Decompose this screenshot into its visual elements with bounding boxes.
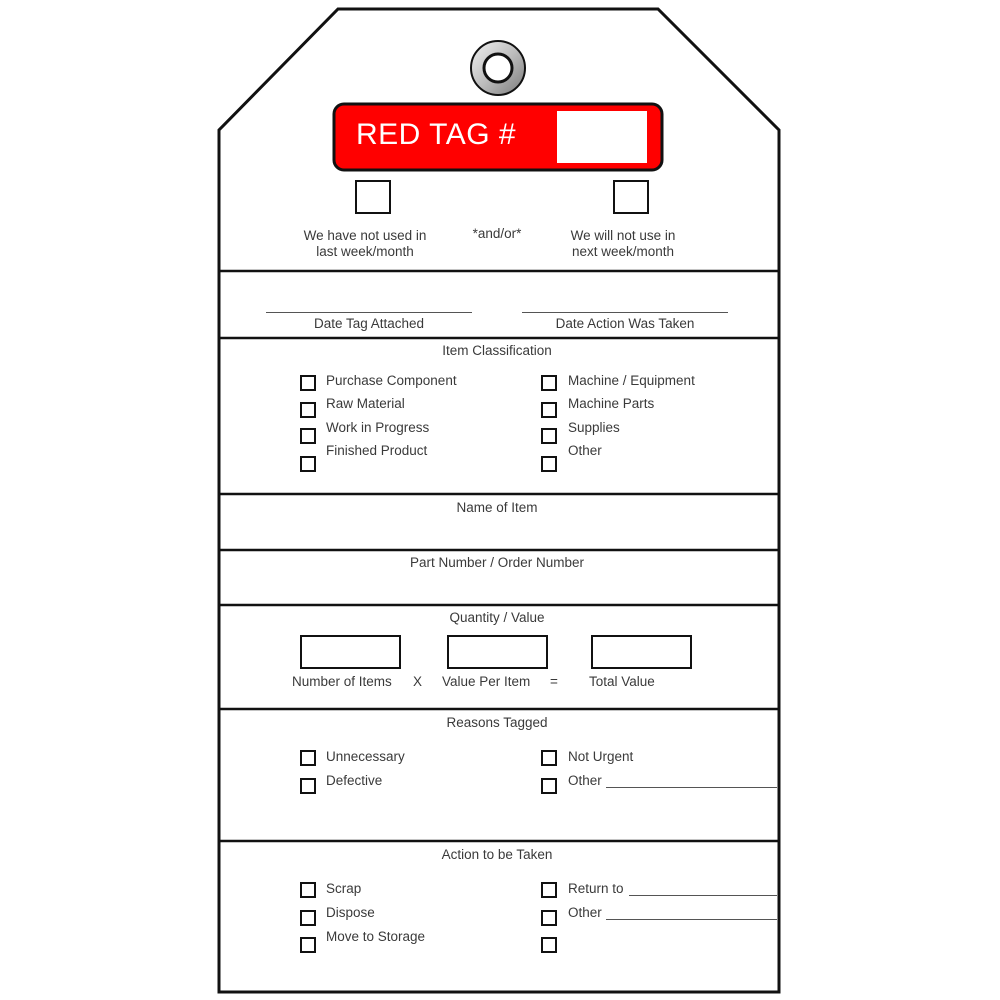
unnecessary-label: Unnecessary: [326, 749, 405, 764]
andor-label: *and/or*: [472, 226, 522, 241]
return-to-checkbox[interactable]: [541, 882, 557, 898]
dispose-label: Dispose: [326, 905, 375, 920]
classification-heading: Item Classification: [442, 343, 552, 358]
scrap-label: Scrap: [326, 881, 362, 896]
total-value-field[interactable]: [591, 635, 692, 669]
action-heading: Action to be Taken: [441, 847, 553, 862]
classification-other-label: Other: [568, 443, 602, 458]
quantity-heading: Quantity / Value: [449, 610, 545, 625]
work-in-progress-label: Work in Progress: [326, 420, 430, 435]
grommet-icon: [471, 41, 525, 95]
action-other-line[interactable]: [606, 919, 777, 920]
part-number-heading: Part Number / Order Number: [409, 555, 585, 570]
not-used-label: We have not used in last week/month: [303, 228, 427, 259]
will-not-use-label: We will not use in next week/month: [570, 228, 676, 259]
not-used-checkbox[interactable]: [355, 180, 391, 214]
raw-material-checkbox[interactable]: [300, 402, 316, 418]
date-attached-line[interactable]: [266, 312, 472, 313]
dispose-checkbox[interactable]: [300, 910, 316, 926]
purchase-component-checkbox[interactable]: [300, 375, 316, 391]
not-urgent-label: Not Urgent: [568, 749, 634, 764]
move-to-storage-label: Move to Storage: [326, 929, 426, 944]
date-action-line[interactable]: [522, 312, 728, 313]
move-to-storage-checkbox[interactable]: [300, 937, 316, 953]
unnecessary-checkbox[interactable]: [300, 750, 316, 766]
total-value-label: Total Value: [589, 674, 655, 689]
not-urgent-checkbox[interactable]: [541, 750, 557, 766]
number-of-items-label: Number of Items: [292, 674, 392, 689]
work-in-progress-checkbox[interactable]: [300, 428, 316, 444]
value-per-item-field[interactable]: [447, 635, 548, 669]
red-tag-title: RED TAG #: [356, 118, 517, 151]
tag-number-field[interactable]: [557, 111, 647, 163]
times-sign: X: [413, 674, 423, 689]
reasons-other-line[interactable]: [606, 787, 777, 788]
action-other-label: Other: [568, 905, 602, 920]
action-blank-checkbox[interactable]: [541, 937, 557, 953]
number-of-items-field[interactable]: [300, 635, 401, 669]
will-not-use-checkbox[interactable]: [613, 180, 649, 214]
finished-product-label: Finished Product: [326, 443, 428, 458]
classification-other-checkbox[interactable]: [541, 456, 557, 472]
equals-sign: =: [550, 674, 558, 689]
reasons-heading: Reasons Tagged: [446, 715, 548, 730]
purchase-component-label: Purchase Component: [326, 373, 457, 388]
machine-parts-label: Machine Parts: [568, 396, 655, 411]
reasons-other-checkbox[interactable]: [541, 778, 557, 794]
supplies-label: Supplies: [568, 420, 620, 435]
return-to-label: Return to: [568, 881, 624, 896]
machine-parts-checkbox[interactable]: [541, 402, 557, 418]
date-action-label: Date Action Was Taken: [555, 316, 695, 331]
machine-equipment-label: Machine / Equipment: [568, 373, 695, 388]
action-other-checkbox[interactable]: [541, 910, 557, 926]
name-of-item-heading: Name of Item: [456, 500, 538, 515]
supplies-checkbox[interactable]: [541, 428, 557, 444]
defective-label: Defective: [326, 773, 383, 788]
date-attached-label: Date Tag Attached: [313, 316, 425, 331]
reasons-other-label: Other: [568, 773, 602, 788]
value-per-item-label: Value Per Item: [442, 674, 531, 689]
machine-equipment-checkbox[interactable]: [541, 375, 557, 391]
return-to-line[interactable]: [629, 895, 777, 896]
raw-material-label: Raw Material: [326, 396, 405, 411]
defective-checkbox[interactable]: [300, 778, 316, 794]
scrap-checkbox[interactable]: [300, 882, 316, 898]
finished-product-checkbox[interactable]: [300, 456, 316, 472]
